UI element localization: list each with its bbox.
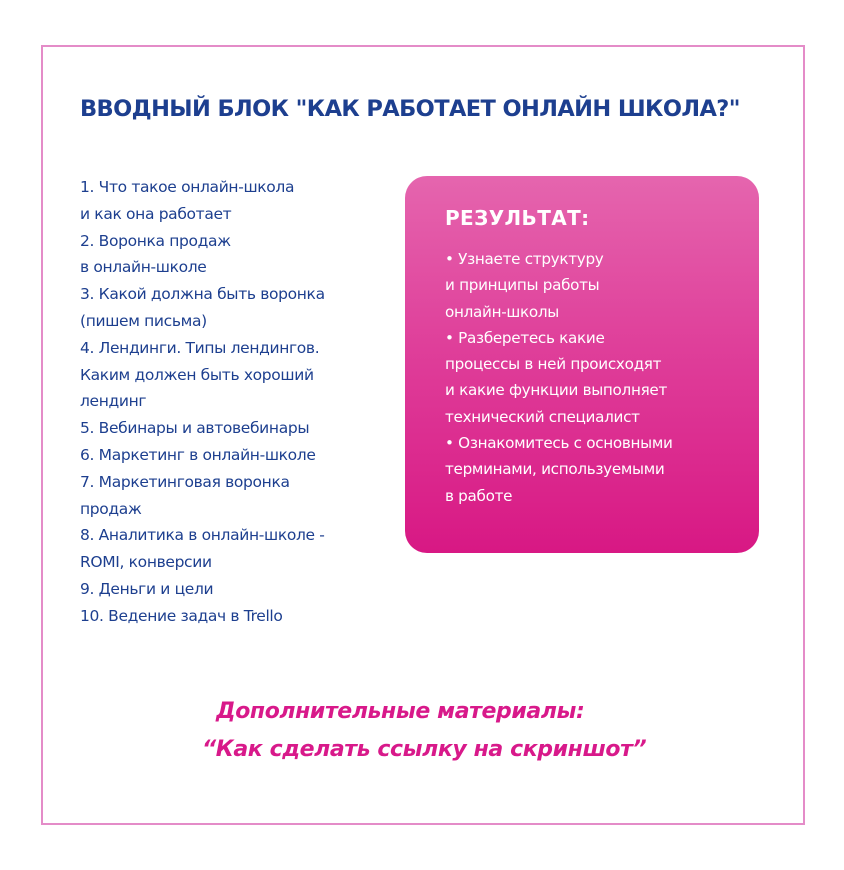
block-title: ВВОДНЫЙ БЛОК "КАК РАБОТАЕТ ОНЛАЙН ШКОЛА?" <box>80 96 740 122</box>
lesson-item: 9. Деньги и цели <box>80 579 214 598</box>
lesson-item: 10. Ведение задач в Trello <box>80 606 283 625</box>
lesson-list <box>80 174 380 630</box>
result-card <box>405 176 759 553</box>
lesson-item: 7. Маркетинговая воронка продаж <box>80 472 290 518</box>
additional-materials-label: Дополнительные материалы: <box>216 699 585 724</box>
lesson-item: 6. Маркетинг в онлайн-школе <box>80 445 316 464</box>
result-list <box>445 246 759 509</box>
lesson-item: 4. Лендинги. Типы лендингов. Каким должен быть хороший лендинг <box>80 338 320 411</box>
result-item: • Разберетесь какие процессы в ней происходят и какие функции выполняет технический специалист <box>445 328 668 426</box>
result-heading: РЕЗУЛЬТАТ: <box>445 206 590 230</box>
screenshot-link[interactable]: “Как сделать ссылку на скриншот” <box>202 737 647 762</box>
lesson-item: 5. Вебинары и автовебинары <box>80 419 310 438</box>
lesson-item: 8. Аналитика в онлайн-школе - ROMI, конверсии <box>80 526 325 572</box>
result-item: • Узнаете структуру и принципы работы онлайн-школы <box>445 250 604 321</box>
lesson-item: 2. Воронка продаж в онлайн-школе <box>80 231 231 277</box>
lesson-item: 1. Что такое онлайн-школа и как она работает <box>80 178 295 223</box>
lesson-item: 3. Какой должна быть воронка (пишем письма) <box>80 285 325 330</box>
result-item: • Ознакомитесь с основными терминами, используемыми в работе <box>445 434 673 505</box>
